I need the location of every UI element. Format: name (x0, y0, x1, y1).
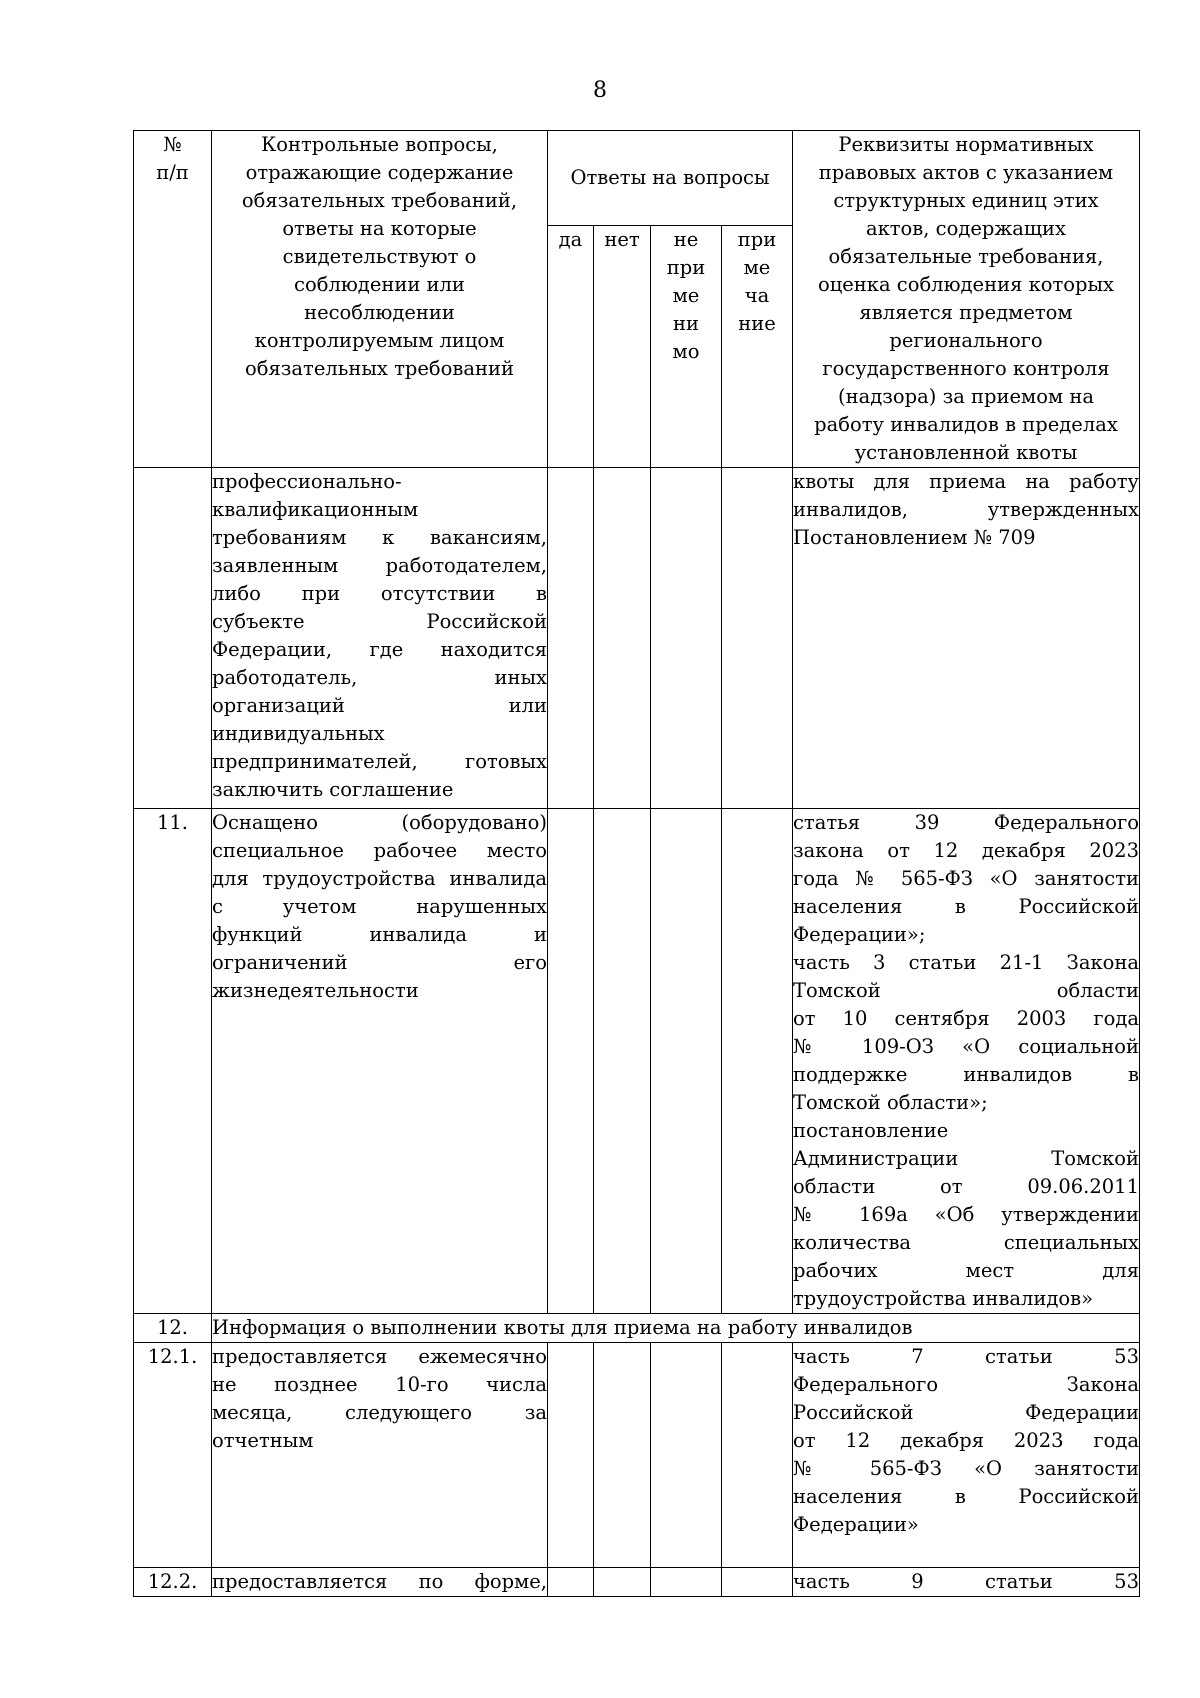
header-line: ме (743, 256, 771, 279)
text-line: года № 565-ФЗ «О занятости (793, 867, 1139, 890)
header-line: ме (672, 284, 700, 307)
table-row (134, 468, 1140, 809)
text-line: организаций или (212, 694, 547, 717)
text-line: индивидуальных (212, 722, 385, 745)
text-line: часть 9 статьи 53 (793, 1570, 1139, 1593)
header-line: обязательных требований (245, 357, 514, 380)
header-references (793, 131, 1140, 468)
text-line: населения в Российской (793, 895, 1139, 918)
text-line: Российской Федерации (793, 1401, 1139, 1424)
answer-no-cell (594, 1343, 651, 1568)
header-line: обязательных требований, (241, 189, 518, 212)
header-line: контролируемым лицом (254, 329, 505, 352)
text-line: работодатель, иных (212, 666, 547, 689)
text-line: квоты для приема на работу (793, 470, 1139, 493)
text-line: рабочих мест для (793, 1259, 1139, 1282)
row-number (134, 468, 212, 809)
header-line: Реквизиты нормативных (838, 133, 1094, 156)
text-line: Постановлением № 709 (793, 526, 1036, 549)
table-header-row (134, 131, 1140, 226)
row-number: 12. (134, 1314, 212, 1343)
text-line: часть 7 статьи 53 (793, 1345, 1139, 1368)
header-line: № (163, 133, 182, 156)
text-line: квалификационным (212, 498, 419, 521)
text-line: не позднее 10-го числа (212, 1373, 547, 1396)
text-line: количества специальных (793, 1231, 1139, 1254)
text-line: трудоустройства инвалидов» (793, 1287, 1094, 1310)
header-line: государственного контроля (822, 357, 1110, 380)
row-reference (793, 468, 1140, 809)
header-no: нет (594, 226, 651, 468)
header-line: работу инвалидов в пределах (814, 413, 1118, 436)
text-line: заключить соглашение (212, 778, 454, 801)
row-reference (793, 1343, 1140, 1568)
text-line: требованиям к вакансиям, (212, 526, 547, 549)
text-line: предоставляется по форме, (212, 1570, 547, 1593)
text-line: № 565-ФЗ «О занятости (793, 1457, 1139, 1480)
header-line: ответы на которые (282, 217, 477, 240)
answer-not-applicable-cell (651, 809, 722, 1314)
answer-yes-cell (548, 1343, 594, 1568)
text-line: предоставляется ежемесячно (212, 1345, 547, 1368)
answer-no-cell (594, 809, 651, 1314)
header-line: актов, содержащих (865, 217, 1067, 240)
checklist-table (133, 130, 1140, 1597)
header-line: ча (744, 284, 770, 307)
text-line: Томской области (793, 979, 1139, 1002)
answer-not-applicable-cell (651, 468, 722, 809)
text-line: постановление (793, 1119, 949, 1142)
header-line: при (666, 256, 706, 279)
header-answers: Ответы на вопросы (548, 131, 793, 226)
text-line: статья 39 Федерального (793, 811, 1139, 834)
text-line: Федерации»; (793, 923, 926, 946)
text-line: от 10 сентября 2003 года (793, 1007, 1139, 1030)
header-line: ни (673, 312, 699, 335)
text-line: Федерации» (793, 1513, 919, 1536)
row-reference (793, 809, 1140, 1314)
row-number: 12.1. (134, 1343, 212, 1568)
header-line: свидетельствуют о (282, 245, 477, 268)
header-line: является предметом (859, 301, 1073, 324)
text-line: Оснащено (оборудовано) (212, 811, 547, 834)
header-yes: да (548, 226, 594, 468)
row-question (212, 1343, 548, 1568)
text-line: заявленным работодателем, (212, 554, 547, 577)
text-line: № 109-ОЗ «О социальной (793, 1035, 1139, 1058)
header-line: оценка соблюдения которых (817, 273, 1115, 296)
header-line: структурных единиц этих (833, 189, 1099, 212)
text-line: профессионально- (212, 470, 402, 493)
header-line: установленной квоты (854, 441, 1078, 464)
row-question (212, 468, 548, 809)
text-line: поддержке инвалидов в (793, 1063, 1139, 1086)
answer-note-cell (722, 468, 793, 809)
text-line: функций инвалида и (212, 923, 547, 946)
text-line: населения в Российской (793, 1485, 1139, 1508)
answer-yes-cell (548, 1568, 594, 1597)
section-heading: Информация о выполнении квоты для приема на работу инвалидов (212, 1314, 1140, 1343)
answer-note-cell (722, 1568, 793, 1597)
answer-note-cell (722, 1343, 793, 1568)
answer-note-cell (722, 809, 793, 1314)
page-number: 8 (593, 78, 607, 103)
text-line: специальное рабочее место (212, 839, 547, 862)
table-row (134, 1568, 1140, 1597)
row-question (212, 809, 548, 1314)
header-line: отражающие содержание (245, 161, 514, 184)
header-number (134, 131, 212, 468)
header-line: правовых актов с указанием (818, 161, 1114, 184)
header-line: Контрольные вопросы, (261, 133, 498, 156)
header-line: соблюдении или (294, 273, 465, 296)
table-row (134, 1343, 1140, 1568)
table-row (134, 809, 1140, 1314)
text-line: субъекте Российской (212, 610, 547, 633)
text-line: № 169а «Об утверждении (793, 1203, 1139, 1226)
text-line: для трудоустройства инвалида (212, 867, 547, 890)
answer-no-cell (594, 1568, 651, 1597)
header-line: мо (672, 340, 700, 363)
text-line: месяца, следующего за (212, 1401, 547, 1424)
text-line: ограничений его (212, 951, 547, 974)
text-line: закона от 12 декабря 2023 (793, 839, 1139, 862)
text-line: Администрации Томской (793, 1147, 1139, 1170)
text-line: Томской области»; (793, 1091, 988, 1114)
header-line: регионального (889, 329, 1043, 352)
header-questions (212, 131, 548, 468)
answer-no-cell (594, 468, 651, 809)
header-line: ние (738, 312, 776, 335)
row-number: 11. (134, 809, 212, 1314)
header-line: несоблюдении (304, 301, 455, 324)
row-question (212, 1568, 548, 1597)
answer-not-applicable-cell (651, 1343, 722, 1568)
text-line: Федерального Закона (793, 1373, 1139, 1396)
text-line: с учетом нарушенных (212, 895, 547, 918)
header-note (722, 226, 793, 468)
table-row (134, 1314, 1140, 1343)
text-line: жизнедеятельности (212, 979, 419, 1002)
header-line: (надзора) за приемом на (838, 385, 1094, 408)
row-reference (793, 1568, 1140, 1597)
header-line: п/п (156, 161, 189, 184)
header-line: при (737, 228, 777, 251)
header-line: не (673, 228, 699, 251)
text-line: инвалидов, утвержденных (793, 498, 1139, 521)
text-line: от 12 декабря 2023 года (793, 1429, 1139, 1452)
header-not-applicable (651, 226, 722, 468)
text-line: предпринимателей, готовых (212, 750, 547, 773)
answer-yes-cell (548, 809, 594, 1314)
text-line: часть 3 статьи 21-1 Закона (793, 951, 1139, 974)
text-line: отчетным (212, 1429, 314, 1452)
text-line: Федерации, где находится (212, 638, 547, 661)
answer-not-applicable-cell (651, 1568, 722, 1597)
row-number: 12.2. (134, 1568, 212, 1597)
text-line: либо при отсутствии в (212, 582, 547, 605)
text-line: области от 09.06.2011 (793, 1175, 1139, 1198)
header-line: обязательные требования, (828, 245, 1104, 268)
answer-yes-cell (548, 468, 594, 809)
